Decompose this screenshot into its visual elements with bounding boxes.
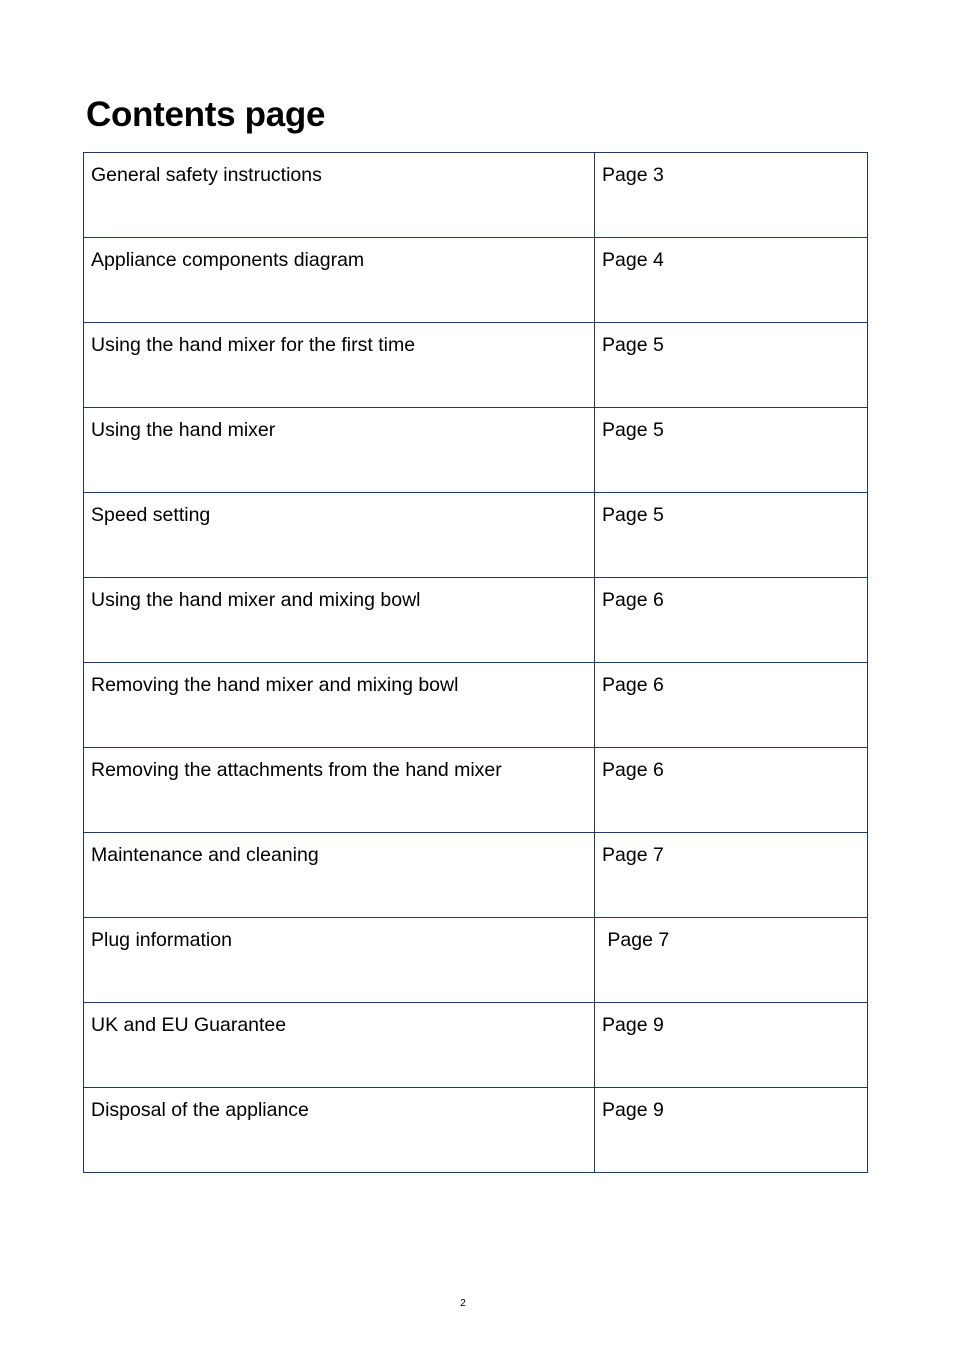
toc-entry-title: UK and EU Guarantee bbox=[84, 1003, 595, 1088]
toc-entry-page: Page 5 bbox=[595, 493, 868, 578]
toc-entry-title: Removing the hand mixer and mixing bowl bbox=[84, 663, 595, 748]
table-row bbox=[84, 1003, 868, 1088]
toc-entry-title: Using the hand mixer and mixing bowl bbox=[84, 578, 595, 663]
table-row bbox=[84, 238, 868, 323]
table-row bbox=[84, 408, 868, 493]
table-row bbox=[84, 918, 868, 1003]
toc-entry-page: Page 9 bbox=[595, 1088, 868, 1173]
toc-entry-title: Disposal of the appliance bbox=[84, 1088, 595, 1173]
table-row bbox=[84, 663, 868, 748]
table-row bbox=[84, 493, 868, 578]
toc-entry-page: Page 3 bbox=[595, 153, 868, 238]
page-title: Contents page bbox=[86, 95, 326, 134]
table-row bbox=[84, 578, 868, 663]
toc-entry-page: Page 6 bbox=[595, 748, 868, 833]
toc-entry-title: Plug information bbox=[84, 918, 595, 1003]
toc-entry-title: General safety instructions bbox=[84, 153, 595, 238]
toc-entry-page: Page 7 bbox=[595, 833, 868, 918]
toc-entry-page: Page 7 bbox=[595, 918, 868, 1003]
toc-entry-title: Removing the attachments from the hand mixer bbox=[84, 748, 595, 833]
table-row bbox=[84, 1088, 868, 1173]
toc-entry-title: Speed setting bbox=[84, 493, 595, 578]
table-row bbox=[84, 323, 868, 408]
contents-table bbox=[83, 152, 868, 1173]
toc-entry-title: Using the hand mixer bbox=[84, 408, 595, 493]
toc-entry-title: Using the hand mixer for the first time bbox=[84, 323, 595, 408]
table-row bbox=[84, 748, 868, 833]
toc-entry-page: Page 6 bbox=[595, 578, 868, 663]
toc-entry-title: Maintenance and cleaning bbox=[84, 833, 595, 918]
table-row bbox=[84, 833, 868, 918]
page-number: 2 bbox=[460, 1298, 466, 1309]
toc-entry-page: Page 9 bbox=[595, 1003, 868, 1088]
toc-entry-title: Appliance components diagram bbox=[84, 238, 595, 323]
table-row bbox=[84, 153, 868, 238]
toc-entry-page: Page 6 bbox=[595, 663, 868, 748]
toc-entry-page: Page 5 bbox=[595, 323, 868, 408]
toc-entry-page: Page 4 bbox=[595, 238, 868, 323]
toc-entry-page: Page 5 bbox=[595, 408, 868, 493]
